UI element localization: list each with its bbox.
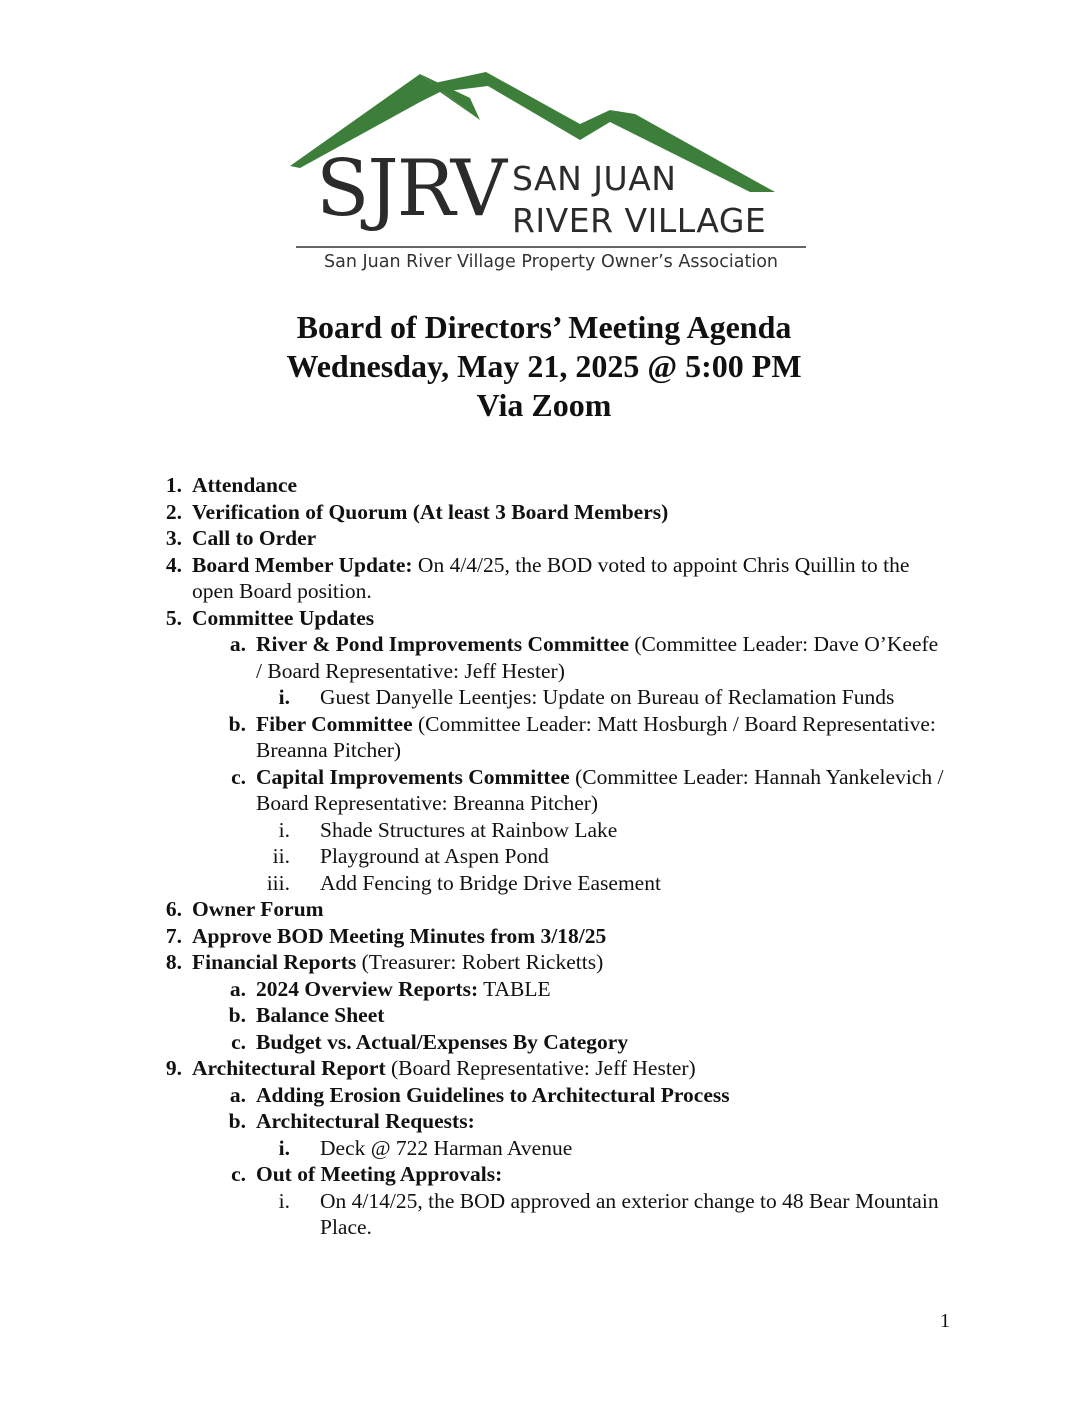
agenda-subsubitem <box>0 1188 1088 1241</box>
agenda-subitem <box>0 1108 1088 1135</box>
item-text: On 4/4/25, the BOD voted to appoint Chris Quillin to the open Board position. <box>192 552 910 603</box>
item-text: (Board Representative: Jeff Hester) <box>385 1056 696 1080</box>
item-number: a. <box>229 1082 246 1107</box>
item-title: 2024 Overview Reports: <box>256 976 479 1001</box>
item-number: ii. <box>272 844 290 868</box>
item-number: 4. <box>165 552 182 577</box>
item-number: i. <box>278 685 290 709</box>
item-title: River & Pond Improvements Committee <box>256 632 629 656</box>
item-title: Balance Sheet <box>256 1003 385 1027</box>
agenda-subitem <box>0 711 1088 764</box>
item-number: 1. <box>165 473 182 497</box>
page-number: 1 <box>940 1310 950 1332</box>
item-title: Owner Forum <box>192 897 324 921</box>
item-text: (Treasurer: Robert Ricketts) <box>356 950 604 974</box>
agenda-subitem <box>0 764 1088 817</box>
logo-name-line2: RIVER VILLAGE <box>512 201 767 240</box>
logo-name <box>512 158 766 242</box>
item-number: b. <box>228 711 246 736</box>
item-number: b. <box>228 1109 246 1133</box>
item-title: Attendance <box>192 473 298 497</box>
item-text: (Committee Leader: Dave O’Keefe / Board Representative: Jeff Hester) <box>256 632 939 683</box>
agenda-item <box>0 896 1088 923</box>
agenda-subitem <box>0 631 1088 684</box>
item-title: Architectural Requests: <box>256 1109 475 1133</box>
title-line-2: Wednesday, May 21, 2025 @ 5:00 PM <box>286 348 802 384</box>
item-title: Committee Updates <box>192 605 375 630</box>
item-number: a. <box>229 632 246 656</box>
item-text: Guest Danyelle Leentjes: Update on Bureau of Reclamation Funds <box>320 685 895 709</box>
item-title: Call to Order <box>192 526 317 550</box>
item-title: Budget vs. Actual/Expenses By Category <box>256 1029 629 1054</box>
item-number: a. <box>229 976 246 1001</box>
item-number: 3. <box>165 526 182 550</box>
agenda-item <box>0 499 1088 526</box>
item-title: Capital Improvements Committee <box>256 764 570 789</box>
agenda-subitem <box>0 1002 1088 1029</box>
item-text: TABLE <box>478 976 551 1001</box>
logo-divider <box>296 246 806 248</box>
item-title: Out of Meeting Approvals: <box>256 1162 503 1186</box>
page-title <box>0 308 1088 425</box>
item-text: Deck @ 722 Harman Avenue <box>320 1135 573 1160</box>
item-text: Playground at Aspen Pond <box>320 844 549 868</box>
sjrv-logo <box>280 62 820 282</box>
item-number: iii. <box>266 870 290 895</box>
agenda-subitem <box>0 1029 1088 1056</box>
title-line-3: Via Zoom <box>476 387 612 423</box>
item-title: Board Member Update: <box>192 552 413 577</box>
item-number: i. <box>278 1135 290 1160</box>
item-number: b. <box>228 1003 246 1027</box>
agenda-item <box>0 552 1088 605</box>
logo-name-line1: SAN JUAN <box>512 159 677 198</box>
item-text: Add Fencing to Bridge Drive Easement <box>320 870 661 895</box>
agenda-subitem <box>0 1082 1088 1109</box>
item-number: c. <box>231 1029 246 1054</box>
item-text: (Committee Leader: Matt Hosburgh / Board Representative: Breanna Pitcher) <box>256 711 936 762</box>
agenda-subitem <box>0 1161 1088 1188</box>
agenda-subitem <box>0 976 1088 1003</box>
item-number: c. <box>231 1162 246 1186</box>
agenda-item <box>0 525 1088 552</box>
item-title: Adding Erosion Guidelines to Architectural Process <box>256 1082 730 1107</box>
item-title: Financial Reports <box>192 950 357 974</box>
item-title: Architectural Report <box>192 1056 386 1080</box>
agenda-subsubitem <box>0 684 1088 711</box>
item-title: Approve BOD Meeting Minutes from 3/18/25 <box>192 923 607 948</box>
item-number: 8. <box>165 950 182 974</box>
item-number: c. <box>231 764 246 789</box>
item-number: 5. <box>165 605 182 630</box>
agenda-subsubitem <box>0 1135 1088 1162</box>
item-text: Shade Structures at Rainbow Lake <box>320 817 618 842</box>
item-number: 9. <box>165 1056 182 1080</box>
logo-initials: SJRV <box>316 144 505 234</box>
item-text: On 4/14/25, the BOD approved an exterior change to 48 Bear Mountain Place. <box>320 1188 939 1239</box>
agenda-subsubitem <box>0 870 1088 897</box>
item-number: i. <box>278 1188 290 1213</box>
agenda-list <box>0 472 1088 1241</box>
agenda-item <box>0 923 1088 950</box>
item-text: (Committee Leader: Hannah Yankelevich / Board Representative: Breanna Pitcher) <box>256 764 944 815</box>
logo-subtitle: San Juan River Village Property Owner’s Association <box>324 252 778 272</box>
agenda-item <box>0 472 1088 499</box>
item-title: Verification of Quorum (At least 3 Board Members) <box>192 499 669 524</box>
agenda-item <box>0 605 1088 632</box>
agenda-subsubitem <box>0 817 1088 844</box>
item-number: i. <box>278 817 290 842</box>
item-number: 6. <box>165 897 182 921</box>
agenda-item <box>0 1055 1088 1082</box>
title-line-1: Board of Directors’ Meeting Agenda <box>296 309 792 345</box>
item-number: 2. <box>165 499 182 524</box>
item-number: 7. <box>165 923 182 948</box>
item-title: Fiber Committee <box>256 711 413 736</box>
agenda-subsubitem <box>0 843 1088 870</box>
agenda-item <box>0 949 1088 976</box>
